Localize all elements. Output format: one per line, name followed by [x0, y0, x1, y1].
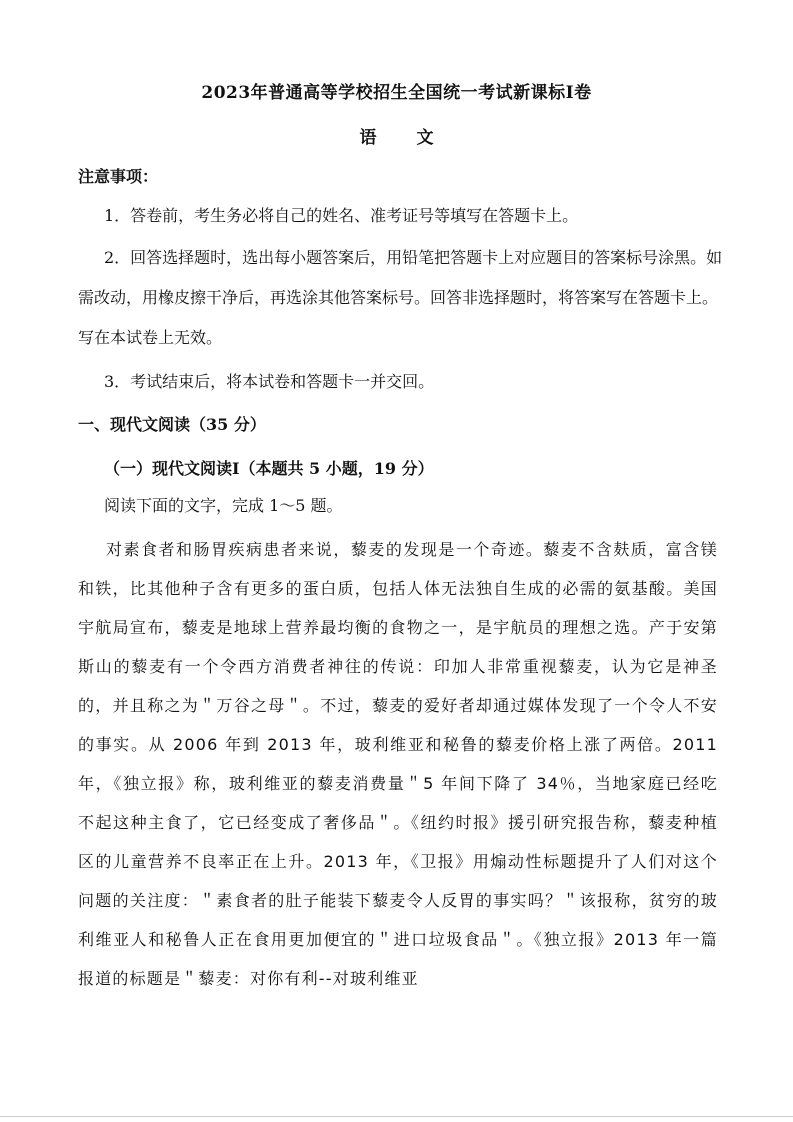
exam-title: 2023年普通高等学校招生全国统一考试新课标Ⅰ卷 — [201, 83, 592, 103]
reading-instruction: 阅读下面的文字，完成 1～5 题。 — [104, 496, 343, 515]
subject-title: 语文 — [359, 128, 474, 148]
section-heading: 一、现代文阅读（35 分） — [78, 415, 266, 434]
notice-heading: 注意事项： — [78, 167, 159, 186]
notice-item-2: 2．回答选择题时，选出每小题答案后，用铅笔把答题卡上对应题目的答案标号涂黑。如需改动，用橡皮擦干净后，再选涂其他答案标号。回答非选择题时，将答案写在答题卡上。写在本试卷上无效。 — [78, 248, 723, 347]
notice-item-3: 3．考试结束后，将本试卷和答题卡一并交回。 — [104, 372, 435, 391]
subsection-heading: （一）现代文阅读Ⅰ（本题共 5 小题，19 分） — [104, 459, 434, 478]
page-bottom-divider — [0, 1116, 793, 1117]
reading-passage: 对素食者和肠胃疾病患者来说，藜麦的发现是一个奇迹。藜麦不含麸质，富含镁和铁，比其他种子含有更多的蛋白质，包括人体无法独自生成的必需的氨基酸。美国宇航局宣布，藜麦是地球上营养最均衡的食物之一，是宇航员的理想之选。产于安第斯山的藜麦有一个令西方消费者神往的传说：印加人非常重视藜麦，认为它是神圣的，并且称之为＂万谷之母＂。不过，藜麦的爱好者却通过媒体发现了一个令人不安的事实。从 2006 年到 2013 年，玻利维亚和秘鲁的藜麦价格上涨了两倍。2011 年，《独立报》称，玻利维亚的藜麦消费量＂5 年间下降了 34％，当地家庭已经吃不起这种主食了，它已经变成了奢侈品＂。《纽约时报》援引研究报告称，藜麦种植区的儿童营养不良率正在上升。2013 年，《卫报》用煽动性标题提升了人们对这个问题的关注度：＂素食者的肚子能装下藜麦令人反胃的事实吗？＂该报称，贫穷的玻利维亚人和秘鲁人正在食用更加便宜的＂进口垃圾食品＂。《独立报》2013 年一篇报道的标题是＂藜麦：对你有利--对玻利维亚 — [78, 540, 718, 988]
notice-item-1: 1．答卷前，考生务必将自己的姓名、准考证号等填写在答题卡上。 — [104, 206, 579, 225]
